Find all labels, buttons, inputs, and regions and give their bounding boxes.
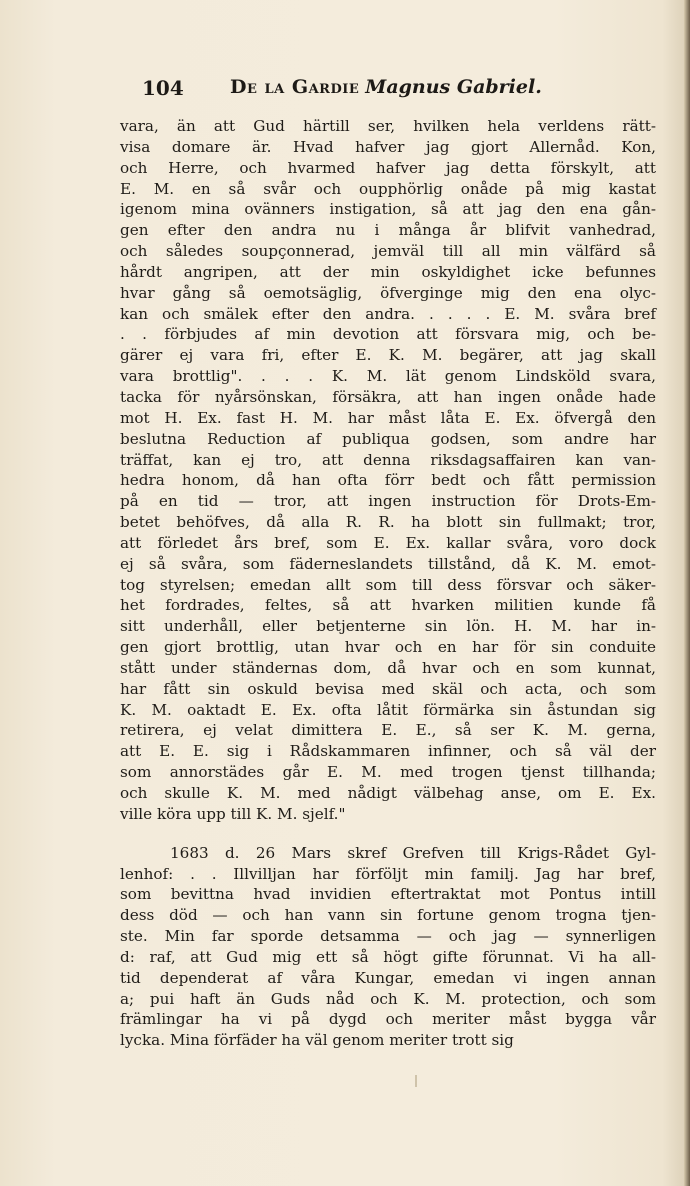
text-line: hvar gång så oemotsäglig, öfverginge mig den ena olyc- bbox=[120, 283, 656, 302]
text-line: hårdt angripen, att der min oskyldighet icke befunnes bbox=[120, 262, 656, 281]
text-line: E. M. en så svår och oupphörlig onåde på mig kastat bbox=[120, 179, 656, 198]
text-line: igenom mina ovänners instigation, så att jag den ena gån- bbox=[120, 200, 656, 219]
text-line: ej så svåra, som fäderneslandets tillstånd, då K. M. emot- bbox=[120, 554, 656, 573]
text-line: dess död — och han vann sin fortune genom trogna tjen- bbox=[120, 906, 656, 925]
text-line: betet behöfves, då alla R. R. ha blott sin fullmakt; tror, bbox=[120, 513, 656, 532]
text-line: lycka. Mina förfäder ha väl genom meriter trott sig bbox=[120, 1031, 514, 1050]
running-header bbox=[142, 76, 562, 102]
text-line: och Herre, och hvarmed hafver jag detta förskylt, att bbox=[120, 158, 656, 177]
text-line: K. M. oaktadt E. Ex. ofta låtit förmärka sin åstundan sig bbox=[120, 700, 656, 719]
text-line: . . förbjudes af min devotion att försvara mig, och be- bbox=[120, 325, 656, 344]
paragraph bbox=[120, 116, 656, 825]
text-line: retirera, ej velat dimittera E. E., så ser K. M. gerna, bbox=[120, 721, 656, 740]
text-line: vara brottlig". . . . K. M. lät genom Lindsköld svara, bbox=[120, 367, 656, 386]
text-line: som bevittna hvad invidien eftertraktat mot Pontus intill bbox=[120, 885, 656, 904]
text-line: beslutna Reduction af publiqua godsen, som andre har bbox=[120, 429, 656, 448]
running-title bbox=[230, 76, 542, 98]
page-edge bbox=[684, 0, 690, 1186]
text-line: hedra honom, då han ofta förr bedt och fått permission bbox=[120, 471, 656, 490]
running-title-name: De la Gardie bbox=[230, 76, 360, 98]
text-line: lenhof: . . Illvilljan har förföljt min familj. Jag har bref, bbox=[120, 864, 656, 883]
text-line: främlingar ha vi på dygd och meriter måst bygga vår bbox=[120, 1010, 656, 1029]
text-line: att E. E. sig i Rådskammaren infinner, och så väl der bbox=[120, 742, 656, 761]
text-line: d: raf, att Gud mig ett så högt gifte förunnat. Vi ha all- bbox=[120, 947, 656, 966]
paragraph-gap bbox=[120, 825, 656, 843]
text-line: visa domare är. Hvad hafver jag gjort Allernåd. Kon, bbox=[120, 137, 656, 156]
text-line: tacka för nyårsönskan, försäkra, att han ingen onåde hade bbox=[120, 387, 656, 406]
text-line: och således soupçonnerad, jemväl till all min välfärd så bbox=[120, 242, 656, 261]
text-line: som annorstädes går E. M. med trogen tjenst tillhanda; bbox=[120, 763, 656, 782]
text-line: att förledet års bref, som E. Ex. kallar svåra, voro dock bbox=[120, 533, 656, 552]
text-line: och skulle K. M. med nådigt välbehag anse, om E. Ex. bbox=[120, 784, 656, 802]
text-line: ville köra upp till K. M. sjelf." bbox=[120, 804, 346, 823]
text-line: på en tid — tror, att ingen instruction för Drots-Em- bbox=[120, 492, 656, 511]
running-title-subject: Magnus Gabriel. bbox=[365, 76, 542, 98]
text-line: ste. Min far sporde detsamma — och jag — synnerligen bbox=[120, 927, 656, 946]
text-line: mot H. Ex. fast H. M. har måst låta E. Ex. öfvergå den bbox=[120, 408, 656, 427]
body-text bbox=[120, 116, 656, 1051]
text-line: tid dependerat af våra Kungar, emedan vi ingen annan bbox=[120, 968, 656, 987]
text-line: 1683 d. 26 Mars skref Grefven till Krigs-Rådet Gyl- bbox=[170, 843, 656, 862]
text-line: tog styrelsen; emedan allt som till dess försvar och säker- bbox=[120, 575, 656, 594]
text-line: gärer ej vara fri, efter E. K. M. begärer, att jag skall bbox=[120, 346, 656, 365]
text-line: sitt underhåll, eller betjenterne sin lön. H. M. har in- bbox=[120, 617, 656, 636]
paragraph bbox=[120, 843, 656, 1051]
text-line: het fordrades, feltes, så att hvarken militien kunde få bbox=[120, 596, 656, 615]
text-line: gen gjort brottlig, utan hvar och en har för sin conduite bbox=[120, 638, 656, 657]
printer-mark bbox=[415, 1075, 417, 1087]
page-number: 104 bbox=[142, 76, 184, 100]
text-line: har fått sin oskuld bevisa med skäl och acta, och som bbox=[120, 679, 656, 698]
text-line: kan och smälek efter den andra. . . . . E. M. svåra bref bbox=[120, 304, 656, 323]
text-line: a; pui haft än Guds nåd och K. M. protection, och som bbox=[120, 989, 656, 1008]
text-line: vara, än att Gud härtill ser, hvilken hela verldens rätt- bbox=[120, 117, 656, 135]
text-line: gen efter den andra nu i många år blifvit vanhedrad, bbox=[120, 221, 656, 240]
text-line: träffat, kan ej tro, att denna riksdagsaffairen kan van- bbox=[120, 450, 656, 469]
text-line: stått under ständernas dom, då hvar och en som kunnat, bbox=[120, 658, 656, 677]
